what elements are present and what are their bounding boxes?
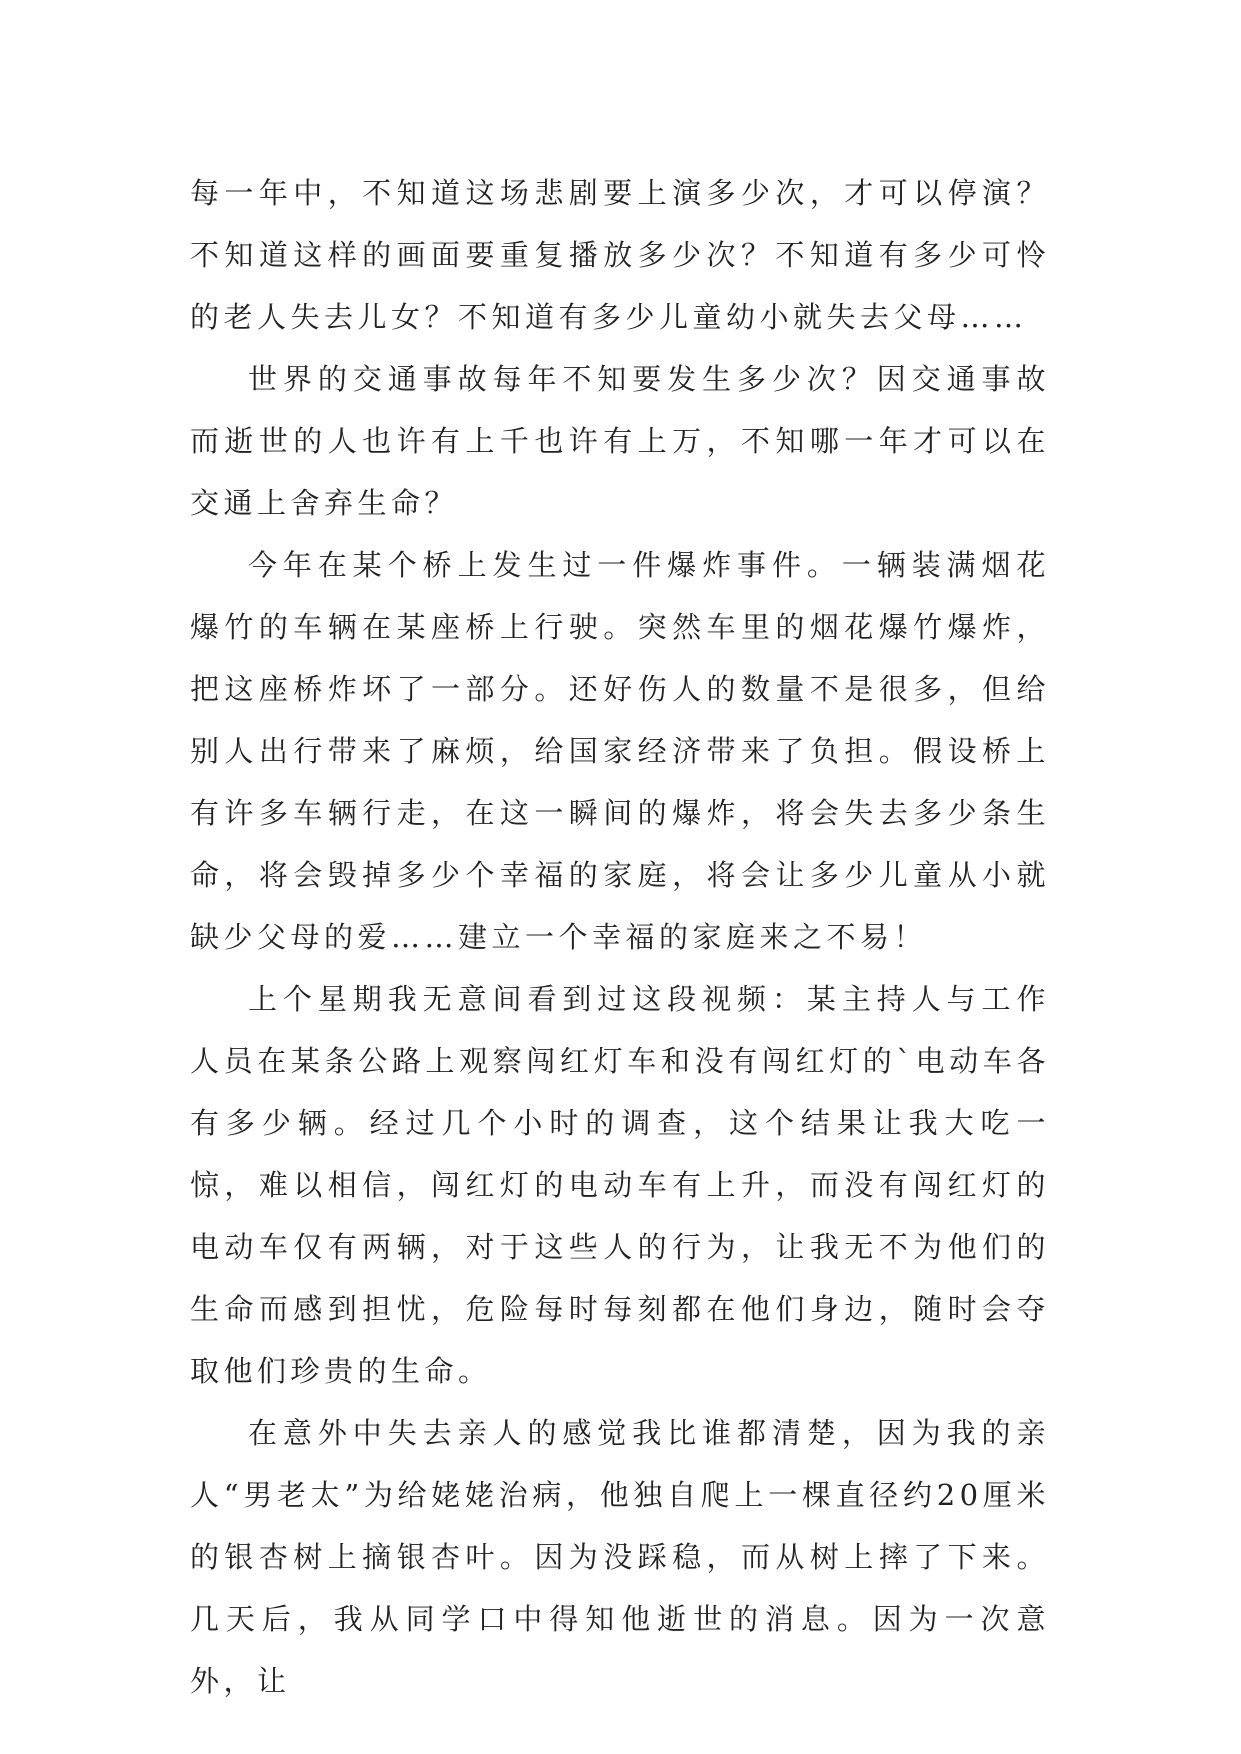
paragraph: 在意外中失去亲人的感觉我比谁都清楚，因为我的亲人“男老太”为给姥姥治病，他独自爬上一棵直径约20厘米的银杏树上摘银杏叶。因为没踩稳，而从树上摔了下来。几天后，我从同学口中得知他逝世的消息。因为一次意外，让: [190, 1416, 1050, 1698]
paragraph: 上个星期我无意间看到过这段视频：某主持人与工作人员在某条公路上观察闯红灯车和没有闯红灯的`电动车各有多少辆。经过几个小时的调查，这个结果让我大吃一惊，难以相信，闯红灯的电动车有上升，而没有闯红灯的电动车仅有两辆，对于这些人的行为，让我无不为他们的生命而感到担忧，危险每时每刻都在他们身边，随时会夺取他们珍贵的生命。: [190, 982, 1050, 1388]
document-body: [190, 162, 1050, 1712]
paragraph: 每一年中，不知道这场悲剧要上演多少次，才可以停演？不知道这样的画面要重复播放多少次？不知道有多少可怜的老人失去儿女？不知道有多少儿童幼小就失去父母……: [190, 176, 1050, 334]
paragraph: 世界的交通事故每年不知要发生多少次？因交通事故而逝世的人也许有上千也许有上万，不知哪一年才可以在交通上舍弃生命？: [190, 362, 1050, 520]
paragraph: 今年在某个桥上发生过一件爆炸事件。一辆装满烟花爆竹的车辆在某座桥上行驶。突然车里的烟花爆竹爆炸，把这座桥炸坏了一部分。还好伤人的数量不是很多，但给别人出行带来了麻烦，给国家经济带来了负担。假设桥上有许多车辆行走，在这一瞬间的爆炸，将会失去多少条生命，将会毁掉多少个幸福的家庭，将会让多少儿童从小就缺少父母的爱……建立一个幸福的家庭来之不易！: [190, 548, 1050, 954]
